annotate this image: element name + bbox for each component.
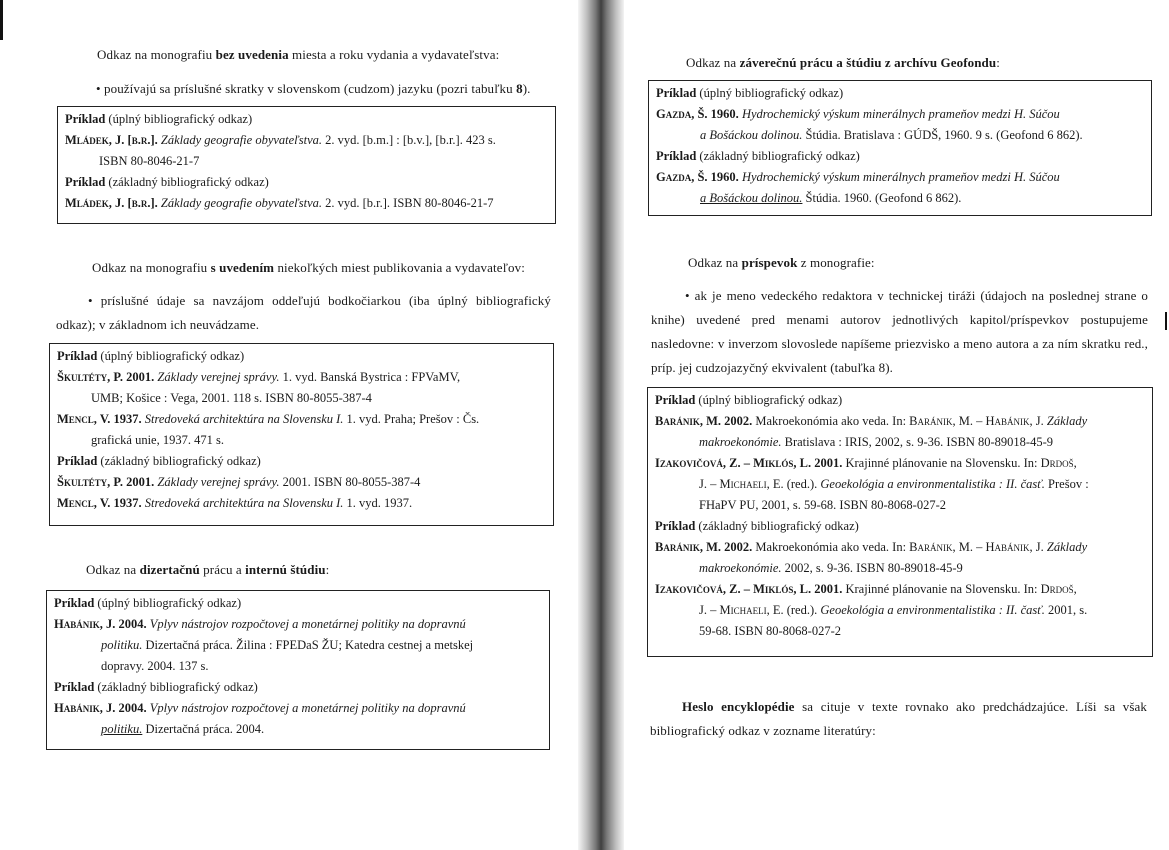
right-bullet-editor: • ak je meno vedeckého redaktora v technickej tiráži (údajoch na poslednej strane o knihe) uvedené pred menami autorov jednotlivých kapitol/príspevkov postupujeme nasledovne: v inverzom slovoslede napíšeme priezvisko a meno autora a za ním skratku red., príp. jej cudzojazyčný ekvivalent (tabuľka 8).: [651, 288, 1148, 375]
left-example-box-3: Príklad (úplný bibliografický odkaz) Habánik, J. 2004. Vplyv nástrojov rozpočtovej a monetárnej politiky na dopravnú politiku. Dizertačná práca. Žilina : FPEDaS ŽU; Katedra cestnej a metskej dopravy. 2004. 137 s. Príklad (základný bibliografický odkaz) Habánik, J. 2004. Vplyv nástrojov rozpočtovej a monetárnej politiky na dopravnú politiku. Dizertačná práca. 2004.: [46, 590, 550, 750]
left-bullet-semicolon: • príslušné údaje sa navzájom oddeľujú bodkočiarkou (iba úplný bibliografický odkaz); v základnom ich neuvádzame.: [56, 293, 551, 332]
right-example-box-2: Príklad (úplný bibliografický odkaz) Baránik, M. 2002. Makroekonómia ako veda. In: Baránik, M. – Habánik, J. Základy makroekonómie. Bratislava : IRIS, 2002, s. 9-36. ISBN 80-89018-45-9 Izakovičová, Z. – Miklós, L. 2001. Krajinné plánovanie na Slovensku. In: Drdoš, J. – Michaeli, E. (red.). Geoekológia a environmentalistika : II. časť. Prešov : FHaPV PU, 2001, s. 59-68. ISBN 80-8068-027-2 Príklad (základný bibliografický odkaz) Baránik, M. 2002. Makroekonómia ako veda. In: Baránik, M. – Habánik, J. Základy makroekonómie. 2002, s. 9-36. ISBN 80-89018-45-9 Izakovičová, Z. – Miklós, L. 2001. Krajinné plánovanie na Slovensku. In: Drdoš, J. – Michaeli, E. (red.). Geoekológia a environmentalistika : II. časť. 2001, s. 59-68. ISBN 80-8068-027-2: [647, 387, 1153, 657]
left-example-box-1: Príklad (úplný bibliografický odkaz) Mládek, J. [b.r.]. Základy geografie obyvateľstva. 2. vyd. [b.m.] : [b.v.], [b.r.]. 423 s. ISBN 80-8046-21-7 Príklad (základný bibliografický odkaz) Mládek, J. [b.r.]. Základy geografie obyvateľstva. 2. vyd. [b.r.]. ISBN 80-8046-21-7: [57, 106, 556, 224]
right-para-geofond: Odkaz na záverečnú prácu a štúdiu z archívu Geofondu:: [686, 55, 1000, 70]
book-spine-shadow: [578, 0, 624, 850]
left-para-dissertation: Odkaz na dizertačnú prácu a internú štúdiu:: [86, 562, 330, 577]
left-para-multi-place: Odkaz na monografiu s uvedením niekoľkých miest publikovania a vydavateľov:: [92, 260, 525, 275]
left-bullet-abbrev: • používajú sa príslušné skratky v slovenskom (cudzom) jazyku (pozri tabuľku 8).: [96, 81, 531, 96]
left-example-box-2: Príklad (úplný bibliografický odkaz) Škultéty, P. 2001. Základy verejnej správy. 1. vyd. Banská Bystrica : FPVaMV, UMB; Košice : Vega, 2001. 118 s. ISBN 80-8055-387-4 Mencl, V. 1937. Stredoveká architektúra na Slovensku I. 1. vyd. Praha; Prešov : Čs. grafická unie, 1937. 471 s. Príklad (základný bibliografický odkaz) Škultéty, P. 2001. Základy verejnej správy. 2001. ISBN 80-8055-387-4 Mencl, V. 1937. Stredoveká architektúra na Slovensku I. 1. vyd. 1937.: [49, 343, 554, 526]
right-para-encyclopedia: Heslo encyklopédie sa cituje v texte rovnako ako predchádzajúce. Líši sa však bibliografický odkaz v zozname literatúry:: [650, 699, 1148, 738]
left-edge-mark: [0, 0, 3, 40]
right-example-box-1: Príklad (úplný bibliografický odkaz) Gazda, Š. 1960. Hydrochemický výskum minerálnych prameňov medzi H. Súčou a Bošáckou dolinou. Štúdia. Bratislava : GÚDŠ, 1960. 9 s. (Geofond 6 862). Príklad (základný bibliografický odkaz) Gazda, Š. 1960. Hydrochemický výskum minerálnych prameňov medzi H. Súčou a Bošáckou dolinou. Štúdia. 1960. (Geofond 6 862).: [648, 80, 1152, 216]
right-para-contribution: Odkaz na príspevok z monografie:: [688, 255, 875, 270]
left-para-no-place: Odkaz na monografiu bez uvedenia miesta a roku vydania a vydavateľstva:: [97, 47, 500, 62]
right-edge-mark: [1165, 312, 1167, 330]
